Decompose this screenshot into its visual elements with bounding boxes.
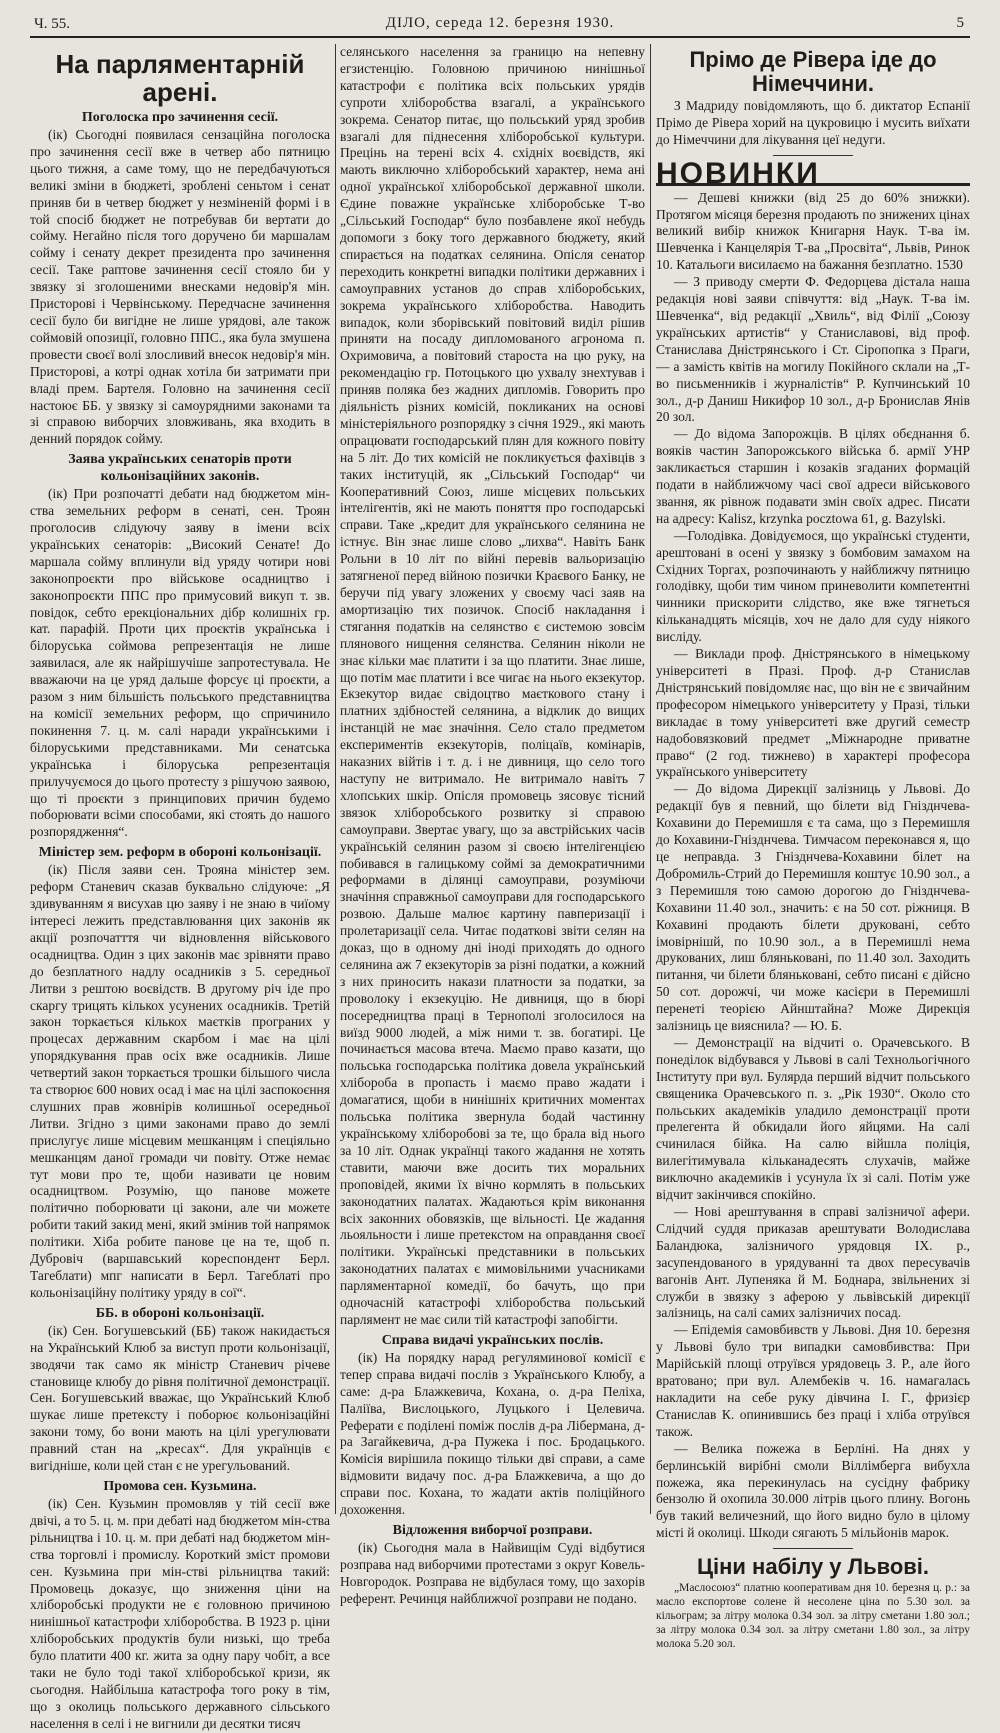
column-1: [30, 44, 330, 1731]
column-3: [656, 44, 970, 1651]
page-number: 5: [956, 15, 964, 31]
news-item: — До відома Дирекції залізниць у Львові. До редакції був я певний, що білети від Гнізднчева-Кохавини до Перемишля є та сама, що з Перемишля до Кохавини-Гнізднчева. Тимчасом переконався я, що це неправда. З Гнізднчева-Кохавини білет на Добромиль-Стрий до Перемишля коштує 10.90 зол., а з Перемишля тою самою дорогою до Гнізднчева-Кохавини 11.40 зол., значить: є на 50 сот. ріжниця. В Кохавині продають білети друковані, себто імовірнішй, по 10.90 зол., а в Перемишлі нема друкованих, лиш бляньковані, по 11.40 зол. Заходить питання, чи білети бляньковані, себто писані є дійсно 50 сот. дорожчі, чи може касієри в Перемишлі перенеті теорією Айнштайна? Може Дирекція залізниць це вияснила? — Ю. Б.: [656, 781, 970, 1034]
paragraph: селянського населення за границю на непевну егзистенцію. Головною причиною нинішньої катастрофи є політика всіх польських урядів супроти хліборобства взагалі, а українського зокрема. Сенатор питає, що польський уряд зробив взагалі для піднесення хліборобської культури. Прецінь на терені всіх 4. східніх воєвідств, які мають виключно хліборобський характер, нема ані одної української хліборобської державної школи. Єдине поважне українське хліборобське Т-во „Сільський Господар“ було позбавлене якої небудь допомоги з боку того державного бюджету, який спирається на податках селянина. Опісля сенатор переходить конкретні випадки політики державних і самоуправних установ до справ хліборобських, зокрема українського хліборобства. Наводить випадок, коли зборівський повітовий виділ рішив приняти на посаду дипломованого агронома п. Охримовича, а повітовий староста на цю руку, на рекомендацію гр. Потоцького цю ухвалу знехтував і приняв поляка без жадних дипломів. Говорить про діяльність різних комісій, покликаних на основі міністеріяльного розпорядку з січня 1929., які мають опрацювати господарський плян для кожного повіту на 5 літ. До тих комісій не покликується фахівців з таких інституцій, як „Сільський Господар“ чи Кооперативний Союз, лише місцевих польських інтелігентів, які не мають поняття про господарські справи. Таке „кредит для українського селянина не істнує. Він знає лише слово „лихва“. Навіть Банк Рольни в 10 літ по війні перевів вальоризацію затягненої перед війною позички Краєвого Банку, не беручи під увагу зложених у своєму часі заяв на амортизацію тих позичок. Спосіб накладання і стягання податків на селянство є системою зовсім плянового нищення селянства. Селянин ніколи не знає кільки має платити і за що платити. Знає лише, що потім має платити і все чигає на нього екзекутор. Екзекутор видає свідоцтво маєткового стану і платних здібностей селянина, а відклик до вищих інстанцій не має значіння. Село стало предметом експериментів екзекуторів, поліцаїв, комінарів, наказних війтів і т. д. і не дивниця, що село того наступу не витримало. Не витримало навіть 7 хлопських шкір. Опісля промовець зясовує тісний звязок хліборобського розвитку зі справою самоуправи. Звертає увагу, що за австрійських часів українській селянин разом зі своєю інтелігенцією побивався в галицькому соймі за демократичними реформами в ділянці самоуправи, розуміючи значіння справжньої самоуправи для господарського розвою. Дальше малює картину павперизації і пролетаризації села. Читає податкові звіти селян на доказ, що в одному дні іноді приходять до одного селянина аж 7 екзекуторів за різні податки, а кожний з них приносить накази платности за податки, за проволоку і екзекуцію. Не дивниця, що в бюрі посередництва праці в Тернополі зголосилося на виїзд 9000 людей, а між ними т. зв. богатирі. Це починається масова втеча. Маємо право казати, що польська господарська політика довела український хлібороба в пропасть і маємо право жадати і домагатися, щоби в нинішніх критичних моментах польська політика звернула бодай частинну українському хліборобові за те, що брала від нього за 10 літ. Однак українці такого жадання не хотять ставити, маючи вже досить тих моральних проповідей, якими їх вічно кормлять в польських законодатних палатах. Жадаються крім виконання всіх законних обовязків, ще вільності. Це жадання льояльности і лише претекстом на оправдання своєї політики. Українські представники в польських законодатних палатах є мимовільними учасниками парляментарної комедії, бо бачуть, що при одночасній катастрофі хліборобства польський парлямент не має сили тій катастрофі запобігти.: [340, 44, 645, 1327]
subheading: Промова сен. Кузьмина.: [103, 1478, 257, 1494]
news-item: — Демонстрації на відчиті о. Орачевського. В понеділок відбувався у Львові в салі Технольогічного Інституту при вул. Булярда перший відчит польського священика Орачевського п. з. „Рік 1930“. Около сто польських академіків уладило демонстрації проти прелегента й обкидали його яйцями. На салі счинилася бійка. На салю війшла поліція, вилегітимувала кільканадесять слухачів, майже виключно академиків і усунула їх зі салі. Потім уже відчит закінчився спокійно.: [656, 1034, 970, 1203]
news-item: — Виклади проф. Дністрянського в німецькому університеті в Празі. Проф. д-р Станислав Дністрянський повідомляє нас, що він не є звичайним професором німецького університету у Празі, тільки викладає в тому університеті вже другий семестр надобовязковий предмет „Міжнародне приватне право“ (2 год. тижнево) в характері професора українського університету: [656, 646, 970, 780]
subheading: ББ. в обороні кольонізації.: [95, 1305, 265, 1321]
prices-text: „Маслосоюз“ платню кооперативам дня 10. березня ц. р.: за масло експортове солене й несолене ціна по 5.30 зол. за кільограм; за літру молока 0.34 зол. за літру сметани 1.80 зол.; за літру молока 0.34 зол. за літру сметани 1.80 зол., за літру молока 5.20 зол.: [656, 1582, 970, 1651]
news-item: — До відома Запорожців. В цілях обєднання б. вояків частин Запорожського війська б. армії УНР закликається старшин і козаків згаданих формацій подати в найближчому часі свої адреси військового звання, як рівнож подавати змін своїх адрес. Писати на адресу: Kalisz, krzynka pocztowa 61, g. Bazylski.: [656, 426, 970, 526]
section-heading: НОВИНКИ: [656, 166, 970, 186]
separator: [773, 1548, 853, 1549]
prices-headline: Ціни набілу у Львові.: [696, 1554, 930, 1580]
news-item: — Дешеві книжки (від 25 до 60% знижки). Протягом місяця березня продають по знижених цінах великий вибір книжок Книгарня Наук. Т-ва ім. Шевченка і Канцелярія Т-ва „Просвіта“, Львів, Ринок 10. Катальоги висилаємо на бажання безплатно. 1530: [656, 189, 970, 273]
paragraph: (ік) Сьогодня мала в Найвищім Суді відбутися розправа над виборчими протестами з округ Ковель-Новгородок. Розправа не відбулася тому, що захорів референт. Речинця найближчої розправи не подано.: [340, 1539, 645, 1606]
column-rule: [335, 44, 336, 1514]
separator: [773, 155, 853, 156]
news-item: — Велика пожежа в Берліні. На днях у берлинській вирібні смоли Віллімберга вибухла пожежа, яка перекинулась на сусідну фабрику бензолю й охопила 30.000 літрів цього плину. Вогонь був такий величезний, що його видно було в цілому місті й околиці. Шкоди сягають 5 мільйонів марок.: [656, 1440, 970, 1541]
paragraph: (ік) Сен. Богушевський (ББ) також накидається на Український Клюб за виступ проти кольонізації, зводячи так само як міністр Станевич річеве становище клюбу до рівня політичної демонстрації. Сен. Богушевський вважає, що Український Клюб шукає лише претексту і поборює кольонізаційні закони тому, бо вони мають на цілі урегулювати правний стан на „кресах“. Для українців є вигідніше, коли цей стан є не урегульований.: [30, 1322, 330, 1474]
masthead: [30, 14, 970, 38]
paragraph: (ік) Сьогодні появилася сензаційна поголоска про зачинення сесії вже в четвер або пятницю цього тижня, а саме тому, що не передбачуються великі зміни в бюджеті, зроблені сеньтом і сенат приняв би в четвер бюджет у незміненій формі і в той спосіб бюджет не потребував би вертати до сойму. Негайно після того доручено би маршалам сойму і сенату декрет президента про зачинення сесії. Таке раптове зачинення сесії стояло би у звязку зі зголошеними внесками недовір'я мін. Присторові і Червінському. Передчасне зачинення сесії було би вигідне не лише урядові, але також соймовій опозиції, головно ППС., яка була змушена провести своєї волі злосливий внесок недовір'я мін. Присторові, а котрі однак хотіла би затримати при владі прем. Бартеля. Головно на зачинення сесії настоює ББ. у звязку зі самоурядними законами та зі справою виборчих зловживань, яка входить в денний порядок сойму.: [30, 127, 330, 447]
subheading: Поголоска про зачинення сесії.: [81, 110, 279, 125]
masthead-title: ДІЛО, середа 12. березня 1930.: [385, 15, 615, 31]
column-rule: [650, 44, 651, 1514]
subheading: Справа видачі українських послів.: [381, 1332, 604, 1348]
paragraph: (ік) Після заяви сен. Трояна міністер зем. реформ Станевич сказав буквально слідуюче: „Я здивуванням я висухав цю заяву і не знаю в чиїому інтересі лежить представлювання цих законів як акції розпочатття чи відновлення військового осадництва. Один з цих законів має зрівняти право до безплатного надлу осадників з 5. середньої Литви з рештою воєвідств. В другому річ іде про скаргу трицять кількох усунених осадників. Третій закон торкається кількох маєтків програних у процесах державним скарбом і має на цілі упорядкування прав осіх вже осадників. Лише четвертий закон торкається трошки більшого числа та створює 600 нових осад і має на цілі заспокоєння слушних прав жовнірів колишньої осередньої Литви. Згідно з цими законами право до землі прислугує лише місцевим мешканцям і спеціяльно мешканцям даної громади чи повіту. Отже немає тут мови про те, щоби називати це новим осадництвом. Розумію, що панове можете політично поборювати ці закони, але чи можете робити такий закид мені, який змінив той напрямок політики. Хіба робите панове це на те, щоб п. Дубровіч (варшавський кореспондент Берл. Тагеблати) мпг написати в Берл. Тагеблаті про кольонізаційну політику уряду в сої“.: [30, 862, 330, 1300]
news-item: —Голодівка. Довідуємося, що українські студенти, арештовані в осені у звязку з бомбовим замахом на Східних Торгах, розпочинають у найближчу пятницю голодівку, щоби тим чином приневолити компетентні чинники прискорити слідство, яке вже тягнеться кільканадцять місяців, хоч не дало для суду ніякого висліду.: [656, 527, 970, 645]
paragraph: (ік) На порядку нарад регуляминової комісії є тепер справа видачі послів з Українського Клюбу, а саме: д-ра Блажкевича, Кохана, о. д-ра Пеліха, Паліїва, Вислоцького, Луцького і Целевича. Реферати є поділені поміж послів д-ра Лібермана, д-ра Загайкевича, д-ра Пужека і пос. Бродацького. Комісія вирішила покищо тільки дві справи, а саме відмовити видачу пос. д-ра Блажкевича, а що до справи пос. Кохана, то жадати актів поліційного дохоження.: [340, 1349, 645, 1518]
paragraph: (ік) Сен. Кузьмин промовляв у тій сесії вже двічі, а то 5. ц. м. при дебаті над бюджетом мін-ства рільництва і 10. ц. м. при дебаті над бюджетом мін-ства торговлі і промислу. Короткий зміст промови сен. Кузьмина при мін-стві рільництва такий: Промовець доказує, що зниження ціни на хліборобські продукти не є головною причиною нинішньої катастрофи хліборобства. В 1923 р. ціни хліборобських продуктів були низькі, що треба було платити 400 кг. жита за одну пару чобіт, а все таки не було тоді такої хліборобської кризи, як сьогодня. Найбільша катастрофа того року в тім, що з околиць польського державного сільського населення в селі і не вигнили ди десятки тисяч: [30, 1495, 330, 1731]
subheading: Відложення виборчої розправи.: [392, 1522, 593, 1538]
subheading: Заява українських сенаторів проти кольонізаційних законів.: [68, 452, 292, 485]
news-item: — З приводу смерти Ф. Федорцева дістала наша редакція нові заяви співчуття: від „Наук. Т-ва ім. Шевченка“, від редакції „Хвиль“, від Філії „Союзу українських артистів“ у Станиславові, від проф. Станислава Дністрянського і Ст. Сіропопка з Праги, — а замість квітів на могилу Покійного склали на „Т-во письменників і журналістів“ Р. Купчинський 10 зол., д-р Даниш Никифор 10 зол., д-р Бронислав Янів 20 зол.: [656, 274, 970, 425]
paragraph: (ік) При розпочатті дебати над бюджетом мін-ства земельних реформ в сенаті, сен. Троян проголосив слідуючу заяву в імени всіх українських сенаторів: „Високий Сенате! До маршала сойму вплинули від уряду чотири нові законопроєкти про військове осадництво і законопроєкти ППС про примусовий викуп т. зв. повідок, себто ерекціональних дібр колишніх гр. кат. парафій. Проти цих проєктів українська і білоруська соймова репрезентація не лише заявилася, але як найрішучіше запротестувала. Не вважаючи на це уряд дальше форсує ці проєкти, а разом з ним більшість польського представництва на комісії земельних реформ, що спричинило покинення 7. ц. м. салі наради українськими і білоруськими представниками. Ми сенатська українська і білоруська репрезентація прилучуємося до цього протесту з рішучою заявою, що ті проєкти з принципових причин будемо поборювати всіми способами, які стоять до нашого розпорядження“.: [30, 486, 330, 840]
news-item: — Епідемія самовбивств у Львові. Дня 10. березня у Львові було три випадки самовбивства: При Марійській площі отруївся урядовець З. Р., але його вратовано; при вул. Алембеків ч. 16. намагалась накладити на себе руку дівчина І. Г., фризієр Станислав К. опинившись без праці і хліба отруївся також.: [656, 1322, 970, 1439]
column-2: [340, 44, 645, 1606]
headline: Прімо де Рівера іде до Німеччини.: [689, 47, 937, 96]
paragraph: З Мадриду повідомляють, що б. диктатор Еспанії Прімо де Рівера хорий на цукровицю і мусить виїхати до Німеччини для лікування цеї недуги.: [656, 98, 970, 147]
issue-number: Ч. 55.: [34, 16, 70, 32]
news-item: — Нові арештування в справі залізничої афери. Слідчий суддя приказав арештувати Володислава Баландюка, залізничого урядовця IX. р., засупендованого в урядуванні та двох пересувачів вагонів Ант. Лупеняка й М. Боднара, звільнених зі служби в звязку з аферою у львівській дирекції залізниць, на салі самих залізничих посад.: [656, 1204, 970, 1321]
subheading: Міністер зем. реформ в обороні кольонізації.: [38, 845, 322, 861]
headline: На парляментарній арені.: [55, 49, 305, 107]
